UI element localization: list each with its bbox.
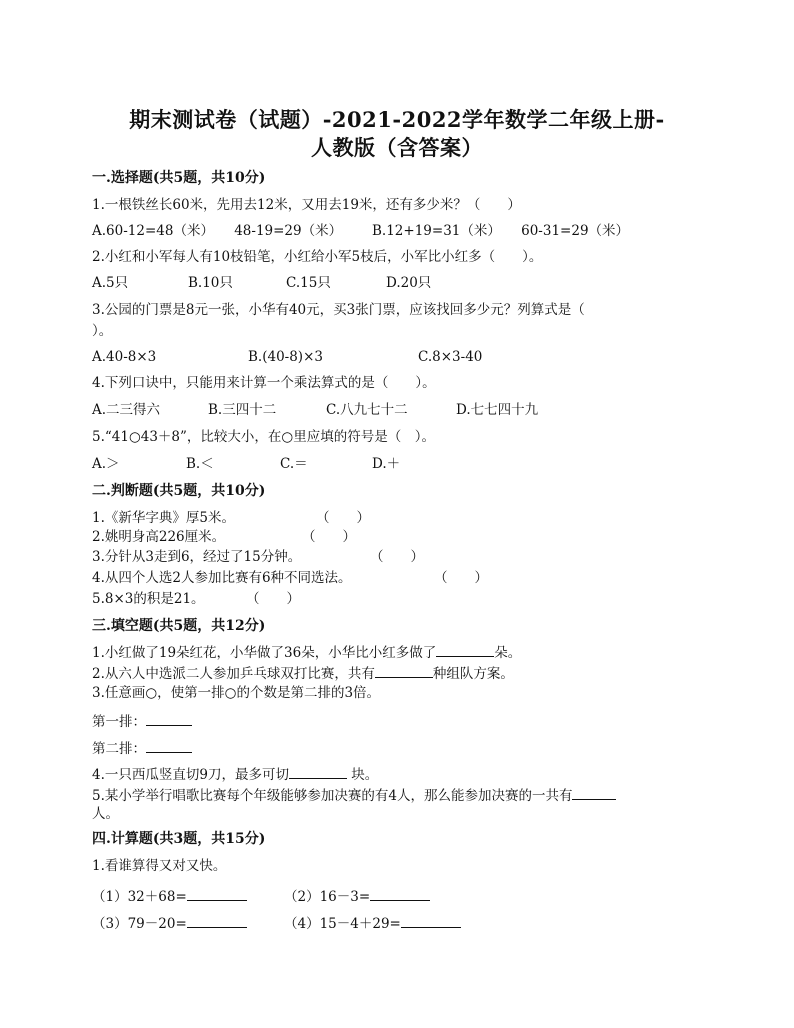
fill-q2-suffix: 种组队方案。 xyxy=(432,666,514,682)
section-heading-calc: 四.计算题(共3题，共15分) xyxy=(92,831,266,847)
calc-item-1-text: （1）32＋68= xyxy=(92,889,187,905)
choice-q3-option-a: A.40-8×3 xyxy=(92,349,157,365)
calc-item-2 xyxy=(284,886,430,906)
calc-item-3-blank[interactable] xyxy=(187,913,247,928)
judge-q4: 4.从四个人选2人参加比赛有6种不同选法。 xyxy=(92,570,352,586)
choice-q3-stem: 3.公园的门票是8元一张，小华有40元，买3张门票，应该找回多少元？列算式是（ xyxy=(92,302,585,318)
fill-q1-blank[interactable] xyxy=(436,642,494,657)
fill-q3-row1-label: 第一排： xyxy=(92,714,146,730)
fill-q3-row1-blank[interactable] xyxy=(146,711,192,726)
choice-q2-option-c: C.15只 xyxy=(286,275,331,291)
choice-q3-option-c: C.8×3-40 xyxy=(418,349,483,365)
choice-q2-option-a: A.5只 xyxy=(92,275,129,291)
page-title-line2: 人教版（含答案） xyxy=(311,135,483,160)
calc-q1: 1.看谁算得又对又快。 xyxy=(92,858,227,874)
judge-q1: 1.《新华字典》厚5米。 xyxy=(92,510,235,526)
fill-q3-row2 xyxy=(92,738,192,758)
fill-q5-end: 人。 xyxy=(92,806,119,822)
fill-q2-text: 2.从六人中选派二人参加乒乓球双打比赛，共有 xyxy=(92,666,375,682)
choice-q5-option-a: A.＞ xyxy=(92,456,120,472)
fill-q2 xyxy=(92,663,514,683)
calc-item-4-text: （4）15－4＋29= xyxy=(284,916,401,932)
judge-q5: 5.8×3的积是21。 xyxy=(92,591,205,607)
choice-q4-option-b: B.三四十二 xyxy=(208,402,277,418)
fill-q5-blank[interactable] xyxy=(572,785,616,800)
fill-q3-row1 xyxy=(92,711,192,731)
calc-item-4 xyxy=(284,913,461,933)
choice-q1-option-a: A.60-12=48（米） 48-19=29（米） xyxy=(92,223,343,239)
judge-q3-paren: （ ） xyxy=(370,549,424,565)
calc-item-4-blank[interactable] xyxy=(401,913,461,928)
judge-q3: 3.分针从3走到6，经过了15分钟。 xyxy=(92,549,302,565)
calc-item-2-text: （2）16－3= xyxy=(284,889,371,905)
section-heading-judge: 二.判断题(共5题，共10分) xyxy=(92,483,266,499)
fill-q4-blank[interactable] xyxy=(289,764,347,779)
choice-q4-option-c: C.八九七十二 xyxy=(326,402,408,418)
calc-item-3-text: （3）79－20= xyxy=(92,916,187,932)
choice-q4-stem: 4.下列口诀中，只能用来计算一个乘法算式的是（ ）。 xyxy=(92,375,436,391)
choice-q2-option-b: B.10只 xyxy=(188,275,233,291)
judge-q2-paren: （ ） xyxy=(302,529,356,545)
choice-q4-option-a: A.二三得六 xyxy=(92,402,161,418)
fill-q1-text: 1.小红做了19朵红花，小华做了36朵，小华比小红多做了 xyxy=(92,645,437,661)
judge-q2: 2.姚明身高226厘米。 xyxy=(92,529,226,545)
section-heading-fill: 三.填空题(共5题，共12分) xyxy=(92,618,266,634)
choice-q5-option-d: D.＋ xyxy=(372,456,401,472)
calc-item-3 xyxy=(92,913,247,933)
choice-q1-stem: 1.一根铁丝长60米，先用去12米，又用去19米，还有多少米？（ ） xyxy=(92,197,521,213)
fill-q4-suffix: 块。 xyxy=(346,767,379,783)
fill-q2-blank[interactable] xyxy=(375,663,433,678)
judge-q4-paren: （ ） xyxy=(434,570,488,586)
choice-q4-option-d: D.七七四十九 xyxy=(456,402,539,418)
choice-q5-stem: 5.“41○43＋8”，比较大小，在○里应填的符号是（ ）。 xyxy=(92,429,435,445)
choice-q2-option-d: D.20只 xyxy=(386,275,432,291)
choice-q5-option-b: B.＜ xyxy=(186,456,214,472)
choice-q5-option-c: C.＝ xyxy=(280,456,308,472)
fill-q4 xyxy=(92,764,378,784)
fill-q5 xyxy=(92,785,616,805)
fill-q3-row2-label: 第二排： xyxy=(92,741,146,757)
fill-q1-suffix: 朵。 xyxy=(494,645,522,661)
calc-item-1 xyxy=(92,886,247,906)
choice-q3-stem-end: ）。 xyxy=(92,323,113,339)
fill-q1 xyxy=(92,642,521,662)
judge-q5-paren: （ ） xyxy=(246,591,300,607)
section-heading-choice: 一.选择题(共5题，共10分) xyxy=(92,170,266,186)
fill-q4-text: 4.一只西瓜竖直切9刀，最多可切 xyxy=(92,767,289,783)
fill-q3: 3.任意画○，使第一排○的个数是第二排的3倍。 xyxy=(92,685,381,701)
fill-q5-text: 5.某小学举行唱歌比赛每个年级能够参加决赛的有4人，那么能参加决赛的一共有 xyxy=(92,788,573,804)
choice-q1-option-b: B.12+19=31（米） 60-31=29（米） xyxy=(372,223,630,239)
page-title-line1: 期末测试卷（试题）-2021-2022学年数学二年级上册- xyxy=(129,107,665,132)
fill-q3-row2-blank[interactable] xyxy=(146,738,192,753)
judge-q1-paren: （ ） xyxy=(316,510,370,526)
calc-item-1-blank[interactable] xyxy=(187,886,247,901)
choice-q2-stem: 2.小红和小军每人有10枝铅笔，小红给小军5枝后，小军比小红多（ ）。 xyxy=(92,249,543,265)
calc-item-2-blank[interactable] xyxy=(370,886,430,901)
choice-q3-option-b: B.(40-8)×3 xyxy=(248,349,323,365)
